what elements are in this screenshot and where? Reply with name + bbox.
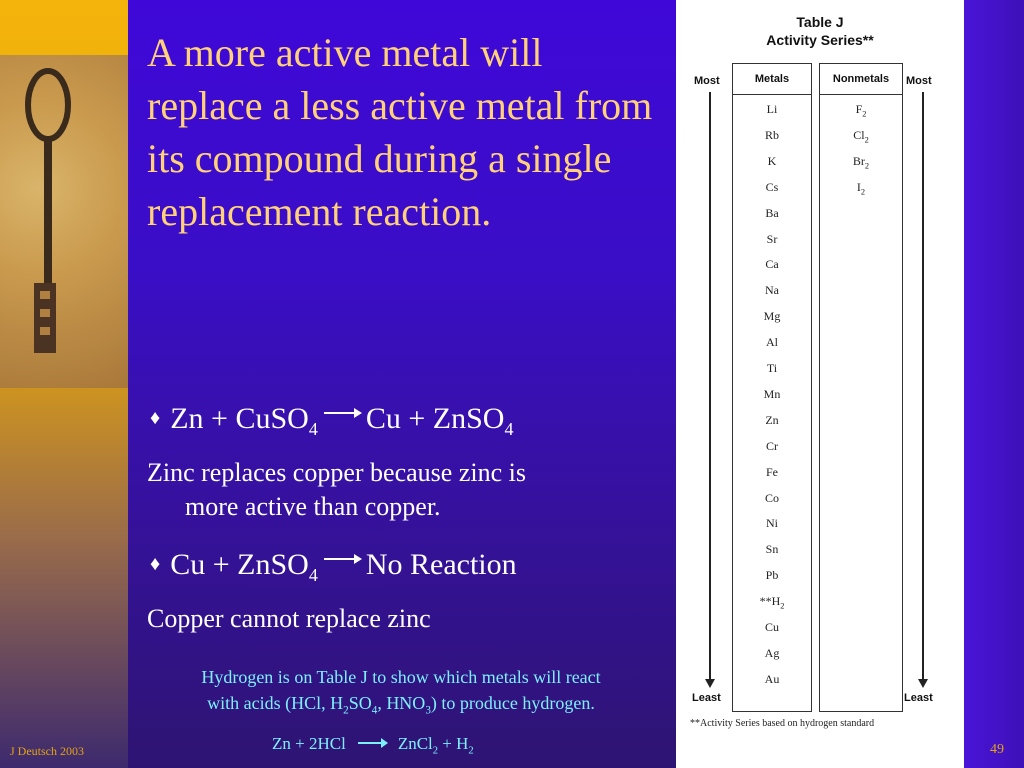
bullet-equation-cu-znso4 — [150, 548, 517, 586]
metal-entry: K — [767, 153, 777, 168]
metal-entry: Au — [764, 671, 780, 686]
metal-entry: Al — [766, 335, 778, 350]
metal-entry: Mn — [763, 386, 781, 401]
nonmetals-header: Nonmetals — [820, 64, 902, 95]
nonmetal-entry: $Cl_2$ — [853, 127, 869, 145]
metal-entry: Cu — [764, 620, 779, 634]
least-label-right: Least — [904, 692, 933, 704]
explanation-copper: Copper cannot replace zinc — [147, 604, 431, 633]
metal-entry: Cs — [765, 179, 779, 194]
table-j-footnote: **Activity Series based on hydrogen standard — [690, 718, 875, 729]
diamond-bullet-icon: ♦ — [150, 553, 161, 575]
diamond-bullet-icon: ♦ — [150, 407, 161, 429]
most-label-right: Most — [906, 75, 932, 87]
down-arrow-left-icon — [709, 92, 711, 680]
table-j-activity-series — [676, 0, 964, 768]
footer-author: J Deutsch 2003 — [10, 744, 84, 758]
eq1-left: Zn + CuSO$_4$ — [170, 402, 318, 439]
explanation-zinc-line1: Zinc replaces copper because zinc is — [147, 458, 526, 487]
metal-entry: Ag — [764, 645, 780, 660]
metal-entry: $**H_2$ — [759, 594, 785, 611]
reaction-arrow-icon — [324, 558, 360, 560]
metal-entry: Ba — [765, 205, 779, 220]
table-j-title: Table J — [796, 14, 844, 30]
explanation-zinc-line2: more active than copper. — [185, 492, 441, 521]
metals-header: Metals — [733, 64, 811, 95]
nonmetal-entry: $I_2$ — [856, 179, 866, 197]
eq2-right: No Reaction — [365, 548, 517, 581]
metal-entry: Cr — [766, 438, 778, 453]
metal-entry: Ti — [766, 361, 778, 375]
metal-entry: Pb — [765, 568, 779, 583]
zinc-hcl-equation: Zn + 2HCl ZnCl$_2$ + $H_2$ — [272, 734, 474, 757]
metal-entry: Na — [765, 283, 779, 298]
slide-number: 49 — [990, 742, 1004, 757]
metal-entry: Mg — [763, 309, 781, 324]
explanation-zinc — [147, 456, 667, 524]
metal-entry: Ni — [766, 516, 778, 531]
table-j-subtitle: Activity Series** — [766, 32, 874, 48]
reaction-arrow-icon — [324, 412, 360, 414]
right-accent-bar — [964, 0, 1024, 768]
hydrogen-note — [146, 664, 656, 724]
metal-entry: Ca — [765, 257, 779, 272]
nonmetals-column — [819, 63, 903, 712]
most-label-left: Most — [694, 75, 720, 87]
metal-entry: Zn — [765, 412, 779, 427]
hydrogen-note-line1: Hydrogen is on Table J to show which metals will react — [201, 667, 601, 687]
metal-entry: Fe — [766, 464, 778, 479]
metal-entry: Co — [764, 490, 779, 505]
down-arrow-right-icon — [922, 92, 924, 680]
nonmetal-entry: $Br_2$ — [852, 153, 870, 171]
bullet-equation-zn-cuso4 — [150, 402, 513, 440]
metal-entry: Rb — [764, 127, 779, 142]
antique-key-image — [0, 55, 128, 388]
reaction-arrow-icon — [358, 742, 386, 744]
metals-column — [732, 63, 812, 712]
least-label-left: Least — [692, 692, 721, 704]
slide-title: A more active metal will replace a less active metal from its compound during a single replacement reaction. — [147, 30, 653, 234]
metal-entry: Li — [766, 102, 778, 116]
eq1-right: Cu + ZnSO$_4$ — [365, 402, 514, 439]
metal-entry: Sn — [765, 542, 779, 557]
hydrogen-note-line2: with acids (HCl, $H_2SO_4$, $HNO_3$) to produce hydrogen. — [207, 693, 595, 717]
metal-entry: Sr — [766, 231, 778, 246]
eq2-left: Cu + ZnSO$_4$ — [170, 548, 318, 585]
nonmetal-entry: $F_2$ — [855, 102, 867, 119]
